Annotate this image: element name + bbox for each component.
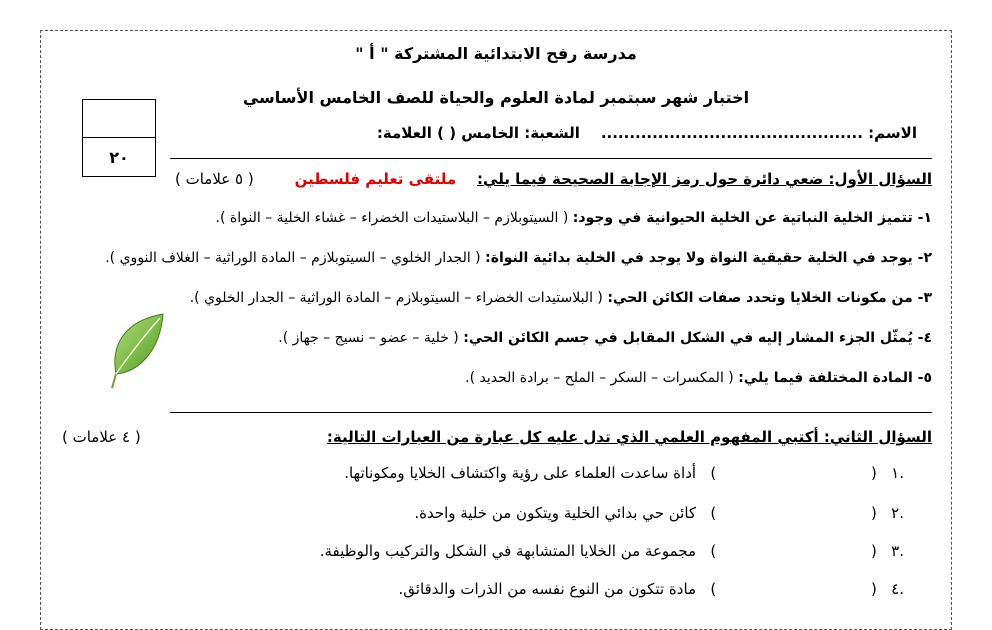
q1-item bbox=[190, 290, 932, 306]
school-name: مدرسة رفح الابتدائية المشتركة " أ " bbox=[355, 44, 637, 63]
q2-marks: ( ٤ علامات ) bbox=[62, 428, 141, 446]
q2-item-number: .٢ bbox=[891, 504, 904, 522]
q2-item-number: .٤ bbox=[891, 580, 904, 598]
q1-item-stem: ٤- يُمثّل الجزء المشار إليه في الشكل المقابل في جسم الكائن الحي: bbox=[463, 330, 932, 346]
exam-title: اختبار شهر سبتمبر لمادة العلوم والحياة للصف الخامس الأساسي bbox=[242, 88, 750, 107]
q1-item-options[interactable]: ( البلاستيدات الخضراء – السيتوبلازم – المادة الوراثية – الجدار الخلوي ). bbox=[189, 290, 603, 306]
q2-item: .١ ( ) أداة ساعدت العلماء على رؤية واكتشاف الخلايا ومكوناتها. bbox=[344, 464, 904, 482]
q2-item-text: كائن حي بدائي الخلية ويتكون من خلية واحدة. bbox=[414, 504, 697, 522]
score-blank[interactable] bbox=[83, 100, 155, 138]
q1-item-stem: ٢- يوجد في الخلية حقيقية النواة ولا يوجد في الخلية بدائية النواة: bbox=[485, 250, 932, 266]
section-divider bbox=[170, 158, 932, 159]
section-label: الشعبة: الخامس ( ) العلامة: bbox=[376, 124, 580, 142]
q1-item-options[interactable]: ( المكسرات – السكر – الملح – برادة الحديد ). bbox=[465, 370, 734, 386]
q1-item-stem: ٣- من مكونات الخلايا وتحدد صفات الكائن الحي: bbox=[607, 290, 932, 306]
q1-marks: ( ٥ علامات ) bbox=[175, 170, 254, 188]
q1-item-stem: ٥- المادة المختلفة فيما يلي: bbox=[738, 370, 932, 386]
student-info-line bbox=[377, 124, 917, 142]
q1-header bbox=[295, 170, 932, 188]
score-box bbox=[82, 99, 156, 177]
q2-item-text: مادة تتكون من النوع نفسه من الذرات والدقائق. bbox=[398, 580, 697, 598]
q2-item: .٣ ( ) مجموعة من الخلايا المتشابهة في الشكل والتركيب والوظيفة. bbox=[319, 542, 904, 560]
q1-item-options[interactable]: ( الجدار الخلوي – السيتوبلازم – المادة الوراثية – الغلاف النووي ). bbox=[105, 250, 481, 266]
q2-item-text: مجموعة من الخلايا المتشابهة في الشكل والتركيب والوظيفة. bbox=[319, 542, 697, 560]
leaf-image bbox=[108, 312, 168, 392]
q2-item-number: .٣ bbox=[891, 542, 904, 560]
total-mark: ٢٠ bbox=[109, 147, 129, 167]
q1-item bbox=[216, 210, 932, 226]
watermark-text: ملتقى تعليم فلسطين bbox=[294, 170, 457, 188]
q2-item-text: أداة ساعدت العلماء على رؤية واكتشاف الخلايا ومكوناتها. bbox=[344, 464, 697, 482]
q1-title: السؤال الأول: ضعي دائرة حول رمز الإجابة الصحيحة فيما يلي: bbox=[477, 170, 932, 188]
q1-item-stem: ١- تتميز الخلية النباتية عن الخلية الحيوانية في وجود: bbox=[572, 210, 932, 226]
q1-item bbox=[465, 370, 932, 386]
q2-item: .٤ ( ) مادة تتكون من النوع نفسه من الذرات والدقائق. bbox=[398, 580, 904, 598]
section-divider bbox=[170, 412, 932, 413]
q2-item: .٢ ( ) كائن حي بدائي الخلية ويتكون من خلية واحدة. bbox=[414, 504, 904, 522]
q1-item bbox=[105, 250, 932, 266]
q1-item-options[interactable]: ( خلية – عضو – نسيج – جهاز ). bbox=[278, 330, 459, 346]
q2-item-number: .١ bbox=[891, 464, 904, 482]
name-label: الاسم: .............................................. bbox=[600, 124, 917, 142]
q2-header bbox=[327, 428, 932, 446]
q1-item-options[interactable]: ( السيتوبلازم – البلاستيدات الخضراء – غشاء الخلية – النواة ). bbox=[215, 210, 569, 226]
q1-item bbox=[278, 330, 932, 346]
q2-title: السؤال الثاني: أكتبي المفهوم العلمي الذي تدل عليه كل عبارة من العبارات التالية: bbox=[326, 428, 932, 446]
